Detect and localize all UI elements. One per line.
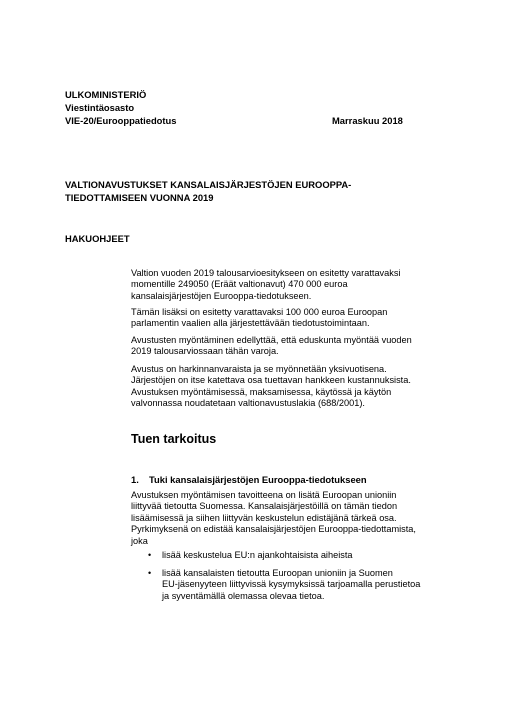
title-line: VALTIONAVUSTUKSET KANSALAISJÄRJESTÖJEN EUROOPPA-	[65, 179, 352, 190]
paragraph	[131, 268, 421, 302]
bullet-icon: •	[148, 550, 152, 560]
paragraph-line: liittyvää tietoutta Suomessa. Kansalaisjärjestöillä on tämän tiedon	[131, 501, 398, 512]
department-name: Viestintäosasto	[65, 102, 135, 113]
document-title	[65, 178, 351, 204]
paragraph-line: parlamentin vaalien alla järjestettävään tiedotustoimintaan.	[131, 318, 370, 329]
paragraph-line: kansalaisjärjestöjen Eurooppa-tiedotukseen.	[131, 290, 312, 301]
section-paragraph	[131, 490, 421, 547]
bullet-icon: •	[148, 568, 152, 578]
paragraph-line: Avustuksen myöntämisessä, maksamisessa, käytössä ja käytön	[131, 386, 392, 397]
reference-code: VIE-20/Eurooppatiedotus	[65, 115, 177, 126]
paragraph-line: momentille 249050 (Eräät valtionavut) 470 000 euroa	[131, 279, 348, 290]
paragraph-line: Avustus on harkinnanvaraista ja se myönnetään yksivuotisena.	[131, 364, 387, 374]
subheading: HAKUOHJEET	[65, 233, 130, 244]
ministry-name: ULKOMINISTERIÖ	[65, 89, 147, 100]
paragraph-line: Järjestöjen on itse katettava osa tuettavan hankkeen kustannuksista.	[131, 375, 411, 386]
numbered-heading	[131, 474, 367, 485]
paragraph-line: joka	[131, 535, 148, 546]
paragraph	[131, 335, 421, 358]
paragraph-line: Valtion vuoden 2019 talousarvioesitykseen on esitetty varattavaksi	[131, 268, 401, 278]
paragraph-line: Tämän lisäksi on esitetty varattavaksi 100 000 euroa Euroopan	[131, 307, 388, 317]
bullet-line: ja syventämällä olemassa olevaa tietoa.	[162, 590, 325, 601]
paragraph-line: Pyrkimyksenä on edistää kansalaisjärjestöjen Eurooppa-tiedottamista,	[131, 524, 416, 535]
paragraph	[131, 364, 421, 410]
bullet-text	[162, 550, 353, 561]
title-line: TIEDOTTAMISEEN VUONNA 2019	[65, 192, 214, 203]
heading-number: 1.	[131, 474, 139, 485]
bullet-line: EU-jäsenyyteen liittyvissä kysymyksissä tarjoamalla perustietoa	[162, 579, 421, 590]
paragraph-line: valvonnassa noudatetaan valtionavustuslakia (688/2001).	[131, 398, 365, 409]
paragraph-line: lisäämisessä ja siihen liittyvän keskustelun edistäjänä tärkeä osa.	[131, 512, 397, 523]
heading-text: Tuki kansalaisjärjestöjen Eurooppa-tiedotukseen	[149, 474, 367, 485]
paragraph-line: Avustuksen myöntämisen tavoitteena on lisätä Euroopan unioniin	[131, 490, 397, 500]
section-title: Tuen tarkoitus	[131, 432, 217, 446]
bullet-line: lisää kansalaisten tietoutta Euroopan unioniin ja Suomen	[162, 568, 393, 578]
bullet-line: lisää keskustelua EU:n ajankohtaisista aiheista	[162, 550, 353, 560]
paragraph-line: Avustusten myöntäminen edellyttää, että eduskunta myöntää vuoden	[131, 335, 412, 345]
paragraph	[131, 307, 421, 330]
bullet-text	[162, 568, 420, 602]
document-date: Marraskuu 2018	[332, 115, 403, 126]
paragraph-line: 2019 talousarviossaan tähän varoja.	[131, 346, 279, 357]
